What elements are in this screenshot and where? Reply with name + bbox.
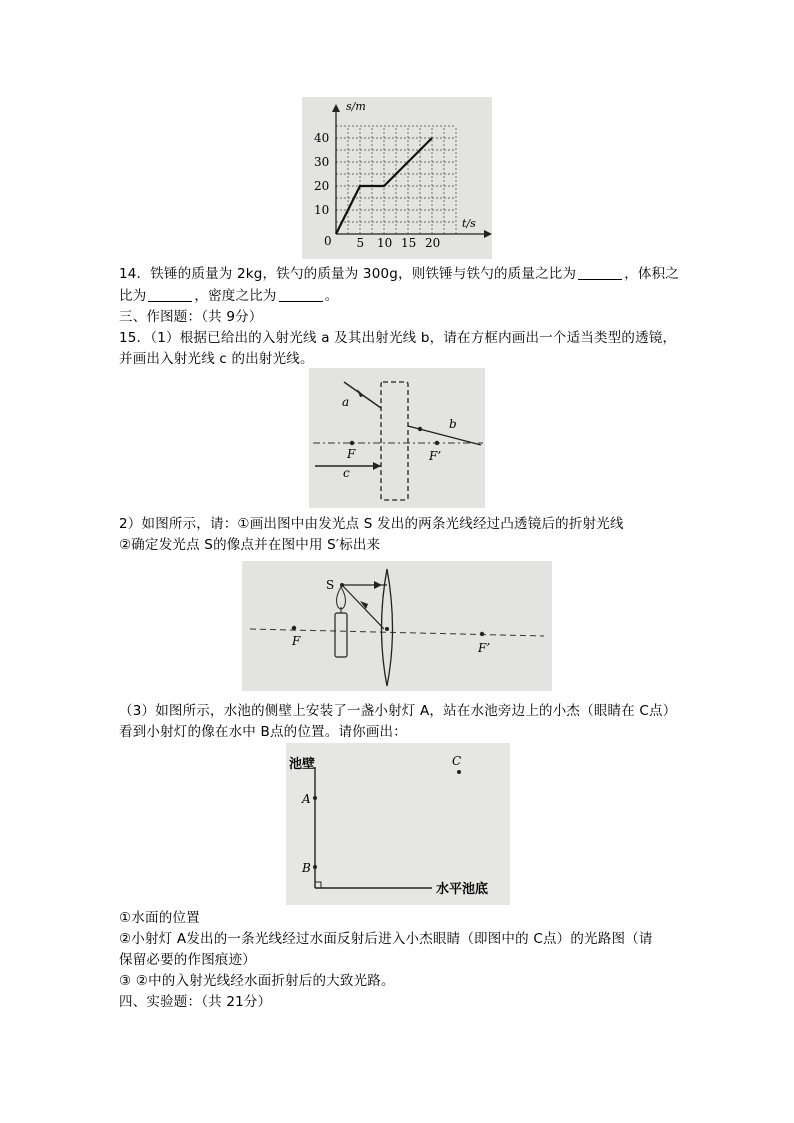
st-graph [302, 97, 492, 259]
y-tick-labels [314, 131, 329, 217]
lens-box-diagram [309, 368, 485, 508]
point-B [313, 865, 317, 869]
q14-blank-2[interactable] [148, 287, 192, 302]
y-axis-label: s/m [346, 100, 366, 113]
pool-figure [286, 743, 510, 905]
q15-item3: ③ ②中的入射光线经水面折射后的大致光路。 [119, 973, 395, 989]
focus-right [435, 441, 439, 445]
q15-p3-line2: 看到小射灯的像在水中 B点的位置。请你画出： [119, 724, 407, 740]
label-F-prime: F’ [478, 641, 491, 655]
x-tick-label: 20 [425, 236, 441, 250]
x-axis-label: t/s [462, 217, 476, 230]
ray-c-arrow [373, 462, 381, 470]
ray-a-arrow [357, 389, 364, 397]
label-C: C [452, 754, 462, 768]
q14-line2: 比为 ，密度之比为 。 [119, 288, 339, 304]
label-a: a [342, 395, 350, 409]
lens-box [381, 382, 408, 500]
q15-item2-line1: ②小射灯 A发出的一条光线经过水面反射后进入小杰眼睛（即图中的 C点）的光路图（请 [119, 931, 653, 947]
label-A: A [302, 792, 311, 806]
right-angle-mark [315, 882, 321, 888]
label-F-prime: F’ [429, 449, 442, 463]
focus-left [292, 626, 296, 630]
q15-p2-line1: 2）如图所示，请：①画出图中由发光点 S 发出的两条光线经过凸透镜后的折射光线 [119, 516, 624, 532]
q15-p3-line1: （3）如图所示，水池的侧壁上安装了一盏小射灯 A，站在水池旁边上的小杰（眼睛在 C点） [119, 703, 677, 719]
candle [335, 613, 347, 657]
label-F: F [347, 447, 356, 461]
point-A [313, 796, 317, 800]
ray-center [342, 585, 384, 629]
q15-p1-line1: 15．（1）根据已给出的入射光线 a 及其出射光线 b，请在方框内画出一个适当类型的透镜， [119, 330, 677, 346]
q14-blank-3[interactable] [279, 287, 323, 302]
q14-line1: 14．铁锤的质量为 2kg，铁勺的质量为 300g，则铁锤与铁勺的质量之比为 ，体积之 [119, 266, 679, 282]
label-wall: 池壁 [289, 757, 316, 772]
label-b: b [449, 417, 457, 431]
y-axis-arrow [332, 104, 340, 112]
y-tick-label: 30 [314, 155, 330, 169]
label-S: S [326, 578, 335, 592]
pool-diagram [286, 743, 510, 905]
focus-right [480, 632, 484, 636]
q15-item1: ①水面的位置 [119, 910, 200, 926]
origin-label: 0 [324, 234, 332, 248]
lens-box-figure [309, 368, 485, 508]
candle-flame [337, 587, 346, 609]
point-C [457, 770, 461, 774]
label-bottom: 水平池底 [436, 882, 489, 897]
ray-parallel-arrow [374, 581, 382, 589]
ray-b-dot [418, 427, 422, 431]
st-graph-figure [302, 97, 492, 259]
x-tick-labels [357, 236, 441, 250]
focus-left [350, 441, 354, 445]
graph-grid [336, 126, 456, 234]
section4-heading: 四、实验题：（共 21分） [119, 994, 272, 1010]
convex-lens-diagram [242, 561, 552, 691]
label-B: B [302, 861, 311, 875]
q15-p1-line2: 并画出入射光线 c 的出射光线。 [119, 351, 314, 367]
label-F: F [292, 634, 301, 648]
convex-lens-figure [242, 561, 552, 691]
x-tick-label: 15 [401, 236, 417, 250]
section3-heading: 三、作图题：（共 9分） [119, 309, 263, 325]
x-tick-label: 10 [377, 236, 393, 250]
q15-item2-line2: 保留必要的作图痕迹） [119, 952, 256, 968]
y-tick-label: 10 [314, 203, 330, 217]
y-tick-label: 40 [314, 131, 330, 145]
x-tick-label: 5 [356, 236, 365, 250]
q15-p2-line2: ②确定发光点 S的像点并在图中用 S′标出来 [119, 537, 381, 553]
label-c: c [343, 466, 350, 480]
q14-blank-1[interactable] [578, 265, 622, 280]
x-axis-arrow [484, 230, 492, 238]
optical-center [385, 627, 389, 631]
y-tick-label: 20 [314, 179, 330, 193]
